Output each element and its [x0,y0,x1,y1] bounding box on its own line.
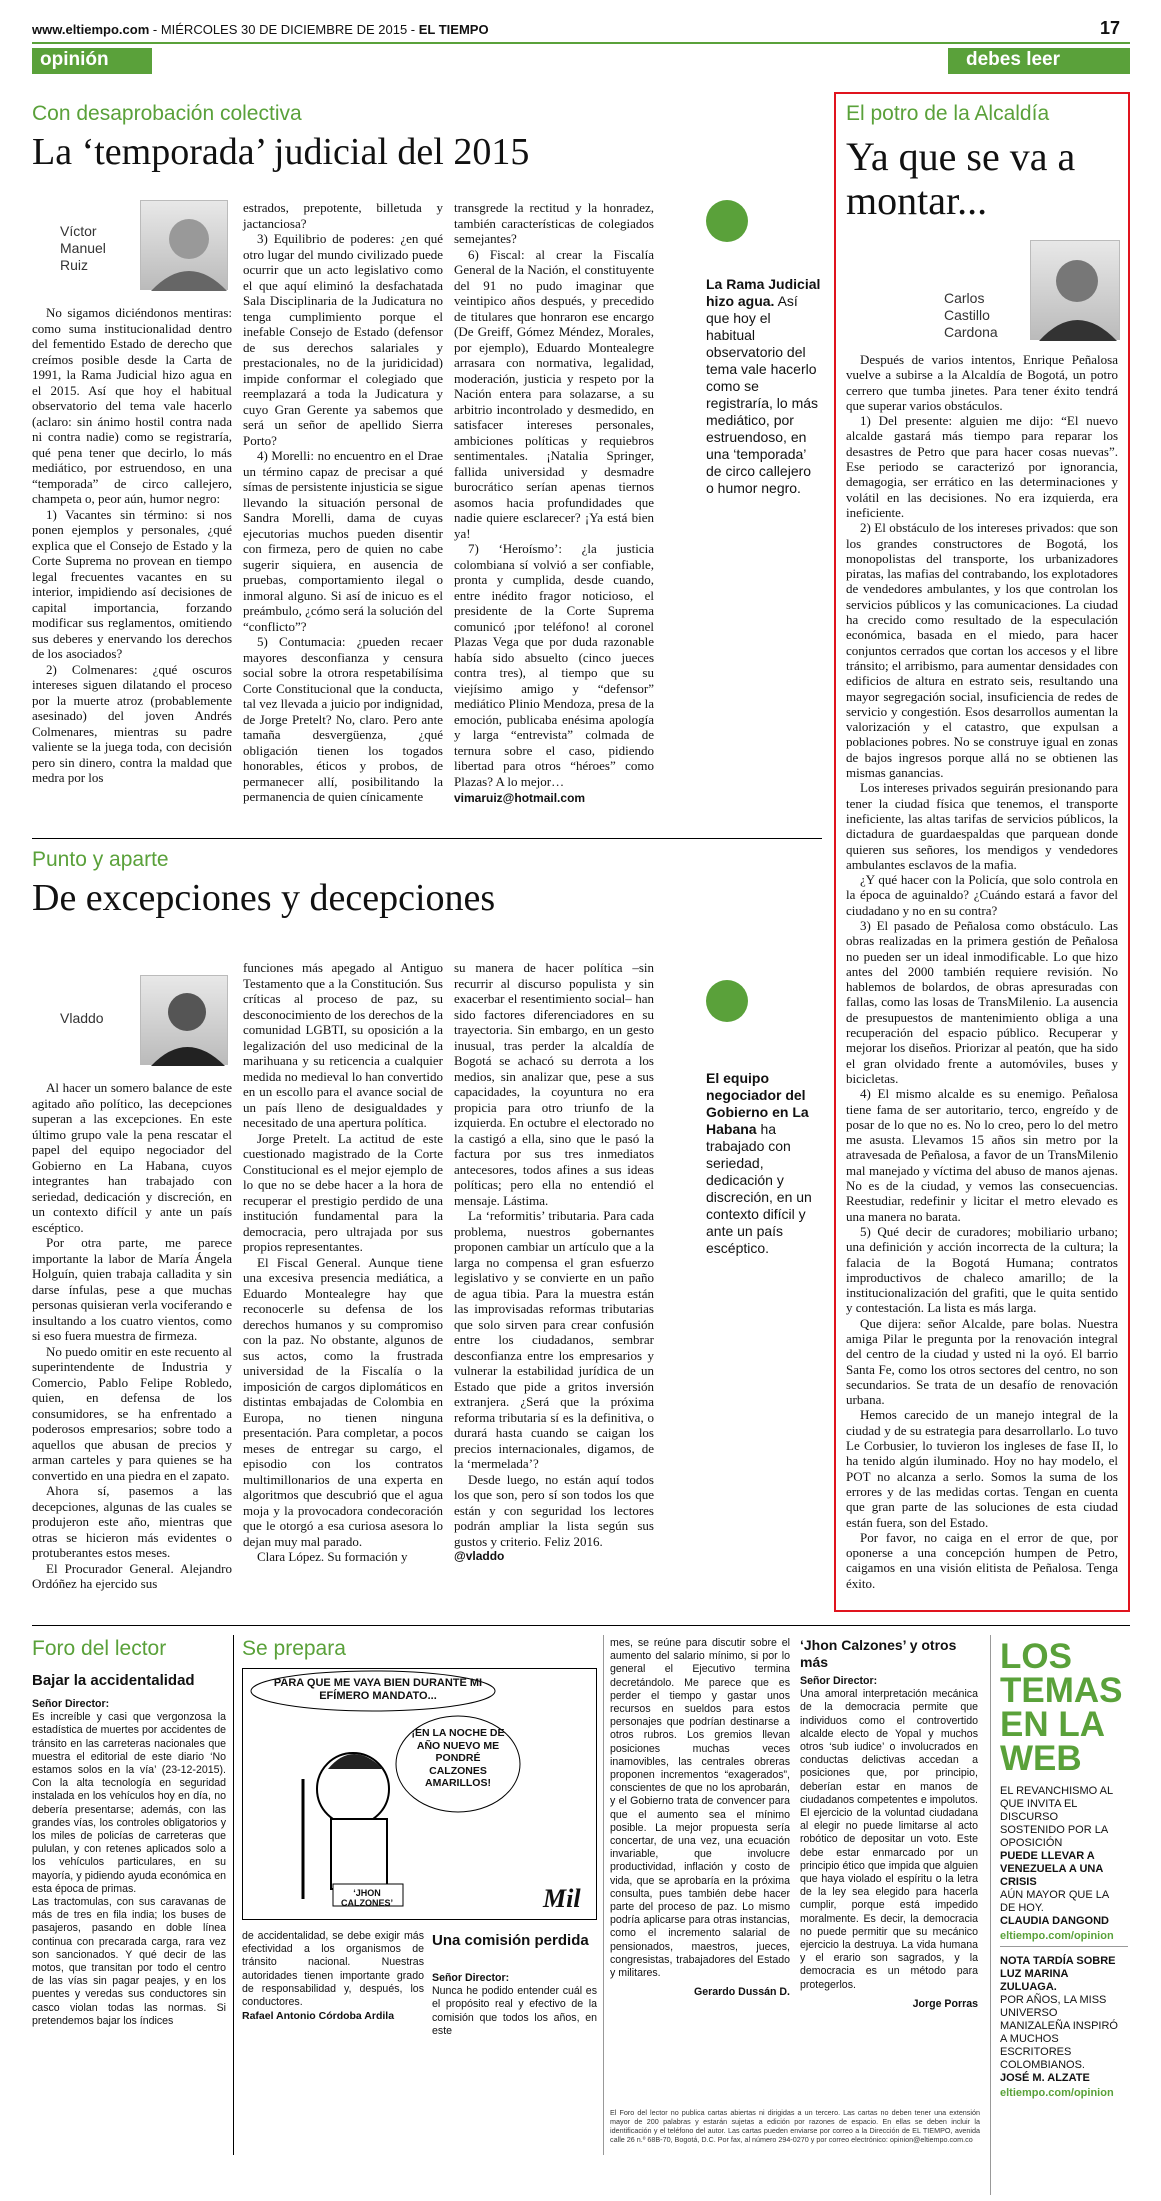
foro-t3: de accidentalidad, se debe exigir más efectividad a los organismos de tránsito nacional. Nuestras autoridades tienen importante grado de responsabilidad y, después, los conductores. [242,1930,424,2009]
author-portrait-icon [141,976,229,1066]
a1-col1-p2: 1) Vacantes sin término: si nos ponen ejemplos y personales, ¿qué explica que el Consejo de Estado y la Corte Suprema no provean en tiempo legal frecuentes vacantes en su interior, impidiendo así decisiones de capital importancia, forzando modificar sus reglamentos, omitiendo sus deberes y enervando los derechos de los asociados? [32,506,232,661]
divider [233,1635,234,2155]
foro-h2: Una comisión perdida [432,1932,589,1949]
a2-col3-p3: Desde luego, no están aquí todos los que son, pero sí son todos los que están y con seguridad los lectores podrán ampliar la lista según sus gustos y criterio. Feliz 2016. [454,1471,654,1549]
cartoon-bubble1: PARA QUE ME VAYA BIEN DURANTE MI EFÍMERO MANDATO... [273,1677,483,1702]
a2-col1-p5: El Procurador General. Alejandro Ordóñez ha ejercido sus [32,1560,232,1591]
foro-sig2: Gerardo Dussán D. [694,1986,790,1999]
a2-col2-p3: El Fiscal General. Aunque tiene una excesiva presencia mediática, a Eduardo Montealegre hay que reconocerle su defensa de los derechos humanos y su compromiso con la paz. No obstante, algunos de sus actos, como la frustrada universidad de la Fiscalía o la imposición de cargos diplomáticos en distintas embajadas de Colombia en Europa, no tienen ninguna presentación. Para completar, a pocos meses de entregar su cargo, el episodio con los contratos multimillonarios de una experta en algoritmos que descubrió que el agua moja y la provocadora condecoración que le otorgó a esa curiosa asesora lo dejan muy mal parado. [243,1254,443,1549]
foro-t2: Las tractomulas, con sus caravanas de más de tres en fila india; los buses de pasajeros, pasando en doble línea continua con precarada carga, rara vez son sancionados. Y qué decir de las motos, que transitan por todo el centro de las vías sin pagar peajes, y en los puentes y veredas sus conductores sin casco violan todas las normas. Si pretendemos bajar los índices [32,1896,226,2027]
a1-col2-p1: estrados, prepotente, billetuda y jactanciosa? [243,200,443,231]
sidebar-link1[interactable]: eltiempo.com/opinion [1000,1930,1114,1942]
a1-email: vimaruiz@hotmail.com [454,791,586,805]
a1-author-photo [140,200,228,290]
a2-kicker: Punto y aparte [32,848,169,871]
a3-p2: 1) Del presente: alguien me dijo: “El nuevo alcalde gastará más tiempo para reparar los desastres de Petro que para hacer cosas nuevas”. Ese periodo se caracterizó por ignorancia, demagogia, ser errático en las determinaciones y volátil en las decisiones. No era izquierda, era ineficiente. [846,413,1118,520]
sidebar-title-1: LOS [1000,1637,1072,1676]
a3-p4: Los intereses privados seguirán presionando para tener la ciudad física que tenemos, el transporte ineficiente, las altas tarifas de servicios públicos, la dictadura de guardaespaldas que parquean donde quieren sus señores, los mendigos y vendedores ambulantes esclavos de la mafia. [846,780,1118,872]
author-portrait-icon [141,201,229,291]
cartoon-panel [242,1668,597,1920]
a3-p5: ¿Y qué hacer con la Policía, que solo controla en la época de aguinaldo? ¿Cuándo estará a favor del ciudadano y no en su contra? [846,872,1118,918]
foro-letter3 [800,1675,978,2011]
sidebar-title-2: TEMAS [1000,1671,1123,1710]
a1-col1 [32,305,232,786]
a1-col1-p3: 2) Colmenares: ¿qué oscuros intereses siguen dilatando el proceso por la muerte atroz (probablemente asesinado) del joven Andrés Colmenares, mientras su padre valiente se la juega toda, con decisión pero sin dinero, contra la maldad que medra por los [32,661,232,785]
a1-col3 [454,200,654,807]
a3-p9: Que dijera: señor Alcalde, pare bolas. Nuestra amiga Pilar le pregunta por la renovación integral del centro de la ciudad y usted ni la oyó. El barrio Santa Fe, como los otros sectores del centro, no son secundarios. Se trata de un desafío de renovación urbana. [846,1315,1118,1408]
header-date: - MIÉRCOLES 30 DE DICIEMBRE DE 2015 - [149,22,419,37]
foro-letter2 [432,1972,597,2038]
a2-author-photo [140,975,228,1065]
a2-col3 [454,960,654,1565]
divider [603,1635,604,2155]
divider [1000,1946,1128,1947]
section-tab-right: debes leer [948,48,1130,74]
sidebar-title-4: WEB [1000,1739,1082,1778]
a2-author: Vladdo [60,1010,104,1026]
a3-author: Carlos Castillo Cardona [944,290,998,340]
sidebar-title-3: EN LA [1000,1705,1105,1744]
a1-title: La ‘temporada’ judicial del 2015 [32,131,530,173]
foro-letter1 [32,1698,226,2028]
foro-letter2-cont [610,1637,790,1999]
a1-col2-p2: 3) Equilibrio de poderes: ¿en qué otro lugar del mundo civilizado puede ocurrir que un acto legislativo como el que aquí eliminó la desfachatada Sala Disciplinaria de la Judicatura no tenga cumplimiento porque el inefable Consejo de Estado (defensor de sus derechos salariales y prestacionales, no de la juridicidad) impide conformar el colegiado que reemplazará a toda la Judicatura y cuyo Gran Gerente ya sabemos que será un señor de apellido Sierra Porto? [243,231,443,448]
section-tab: opinión [32,48,152,74]
divider [990,1635,991,2195]
cartoon-drawing-icon [243,1669,597,1920]
page-number: 17 [1100,18,1121,38]
cartoon-sign: ‘JHON CALZONES’ [340,1888,393,1908]
a1-col1-p1: No sigamos diciéndonos mentiras: como suma institucionalidad dentro del fementido Estado de derecho que creímos posible desde la Carta de 1991, la Rama Judicial hizo agua en el 2015. Así que hoy el habitual observatorio del tema vale hacerlo (aclaro: sin ánimo hostil contra nada ni contra nadie) como se registraría, qué pena tener que decirlo, lo más mediático, por estruendoso, en una “temporada” de circo callejero, champeta o, peor aún, humor negro: [32,305,232,506]
a1-col2-p3: 4) Morelli: no encuentro en el Drae un término capaz de precisar a qué símas de persistente injusticia se sigue llevando la situación personal de Sandra Morelli, dama de cuyas ejecutorias muchos pueden disentir con firmeza, pero de quien no cabe sugerir siquiera, en ausencia de pruebas, comportamiento ilegal o inmoral alguno. Si así de inicuo es el preámbulo, ¿cómo será la solución del “conflicto”? [243,448,443,634]
site-url: www.eltiempo.com [32,22,150,37]
a2-col2-p1: funciones más apegado al Antiguo Testamento que a la Constitución. Sus críticas al proceso de paz, su desconocimiento de los derechos de la comunidad LGBTI, su oposición a la legalización del uso medicinal de la marihuana y su reticencia a cualquier medida no medieval lo han convertido en un escollo para el avance social de un país lleno de desigualdades y necesitado de una apertura política. [243,960,443,1130]
foro-t4: Nunca he podido entender cuál es el propósito real y efectivo de la comisión que todos los años, en este [432,1985,597,2037]
a2-pull-text: ha trabajado con seriedad, dedicación y discreción, en un contexto difícil y ante un país escéptico. [706,1121,812,1256]
a2-col2 [243,960,443,1565]
paper-name: EL TIEMPO [418,22,489,37]
sidebar-s1b: PUEDE LLEVAR A VENEZUELA A UNA CRISIS [1000,1850,1103,1888]
a2-col1-p1: Al hacer un somero balance de este agitado año político, las decepciones superan a las excepciones. En este último grupo vale la pena rescatar el papel del equipo negociador del Gobierno en La Habana, cuyos integrantes han trabajado con seriedad, dedicación y discreción, en un contexto difícil y ante un país escéptico. [32,1080,232,1235]
header-rule [32,42,1130,44]
a2-col3-p2: La ‘reformitis’ tributaria. Para cada problema, nuestros gobernantes proponen cambiar un artículo que a la larga no compensa el gran esfuerzo legislativo y se convierte en un paño de agua tibia. Para la muestra están las improvisadas reformas tributarias que solo sirven para crear confusión entre los ciudadanos, sembrar desconfianza entre los empresarios y vulnerar la estabilidad jurídica de un Estado que pide a gritos inversión extranjera. ¿Será que la próxima reforma tributaria sí es la definitiva, o durará hasta cuando se caigan los precios internacionales, digamos, de la ‘mermelada’? [454,1208,654,1471]
foro-salute2: Señor Director: [432,1972,510,1984]
foro-t1: Es increíble y casi que vergonzosa la estadística de muertes por accidentes de tránsito en las carreteras nacionales que muestra el editorial de este diario ‘No estamos solos en la vía’ (23-12-2015). Con la alta tecnología en seguridad instalada en los vehículos hoy en día, no debería presentarse; además, con las grandes vías, los controles obligatorios y los miles de policías de carreteras que pululan, y con retenes aplicados solo a los vehículos particulares, en su mayoría, y pidiendo ayuda económica en esta época de primas. [32,1711,226,1895]
a2-col2-p4: Clara López. Su formación y [257,1549,408,1564]
a1-kicker: Con desaprobación colectiva [32,102,302,125]
a1-col3-p1: transgrede la rectitud y la honradez, también características de colegiados semejantes? [454,200,654,246]
a1-pull-text: Así que hoy el habitual observatorio del tema vale hacerlo como se registraría, lo más mediático, por estruendoso, en una ‘temporada’ de circo callejero o humor negro. [706,293,819,496]
foro-h3: ‘Jhon Calzones’ y otros más [800,1637,957,1670]
a3-p7: 4) El mismo alcalde es su enemigo. Peñalosa tiene fama de ser autoritario, terco, engreído y de posar de lo que no es. No lo creo, pero lo del metro me asusta. Llevamos 15 años sin metro por la atravesada de Peñalosa, a favor de un TransMilenio mal manejado y víctima del abuso de manos ajenas. No es de la ciudad, y vemos las consecuencias. Reestudiar, redefinir y licitar el metro elevado es una manera no barata. [846,1086,1118,1224]
sidebar-s2c: JOSÉ M. ALZATE [1000,2072,1090,2084]
sidebar-s1: EL REVANCHISMO AL QUE INVITA EL DISCURSO SOSTENIDO POR LA OPOSICIÓN [1000,1785,1113,1849]
author-portrait-icon [1031,241,1121,341]
a1-pullquote [706,276,822,497]
a2-col2-p2: Jorge Pretelt. La actitud de este cuestionado magistrado de la Corte Constitucional es el mejor ejemplo de lo que no se debe hacer a la hora de recuperar el prestigio perdido de una institución fundamental para la democracia, pero ultrajada por sus propios representantes. [243,1130,443,1254]
a2-col1-p2: Por otra parte, me parece importante la labor de María Ángela Holguín, quien trabaja calladita y sin darse ínfulas, pese a que muchas personas quisieran verla vociferando e insultando a los cuatro vientos, como si eso fuera muestra de firmeza. [32,1235,232,1343]
cartoon-signature: Mil [543,1884,581,1913]
a3-p10: Hemos carecido de un manejo integral de la ciudad y de su estrategia para desarrollarlo. Lo tuvo Le Corbusier, lo tuvieron los ingleses de fase II, lo ha tenido algún iluminado. Hoy no hay modelo, el POT no alcanza a serlo. Somos la suma de los errores y de las medidas cortas. Tengan en cuenta que gran parte de las soluciones de esta ciudad están fuera, son del Estado. [846,1407,1118,1530]
foro-h1: Bajar la accidentalidad [32,1672,195,1689]
sidebar-s2: NOTA TARDÍA SOBRE LUZ MARINA ZULUAGA. [1000,1955,1116,1993]
a3-p3: 2) El obstáculo de los intereses privados: que son los grandes constructores de Bogotá, los monopolistas del transporte, los urbanizadores piratas, las mafias del contrabando, los explotadores de vendedores ambulantes, y los que controlan los servicios públicos y las comunicaciones. La ciudad ha crecido como resultado de la especulación económica, basada en el miedo, para hacer conjuntos cerrados que cortan los accesos y el libre tránsito; el arribismo, para aumentar densidades con edificios de altura en estrato seis, resultando una mayor segregación social, insuficiencia de redes de servicio y congestión. Esos desarrollos aumentan la valorización y el catastro, que expulsan a poblaciones pobres. No se construye igual en zonas de bajos ingresos porque allá no se obtienen las mismas ganancias. [846,520,1118,781]
foro-salute3: Señor Director: [800,1675,878,1687]
a3-p1: Después de varios intentos, Enrique Peñalosa vuelve a subirse a la Alcaldía de Bogotá, un potro cerrero que tumba jinetes. Para tener éxito tendrá que superar varios obstáculos. [846,352,1118,413]
divider [32,838,822,839]
foro-letter1-cont [242,1930,424,2009]
a1-col2 [243,200,443,805]
a1-author: Víctor Manuel Ruiz [60,223,106,273]
a2-pullquote [706,1070,822,1257]
a3-p11: Por favor, no caiga en el error de que, por oponerse a una concepción humpen de Petro, caigamos en una visión elitista de Peñalosa. Tenga éxito. [846,1529,1118,1591]
quote-mark-icon [706,980,748,1022]
sidebar-s1d: CLAUDIA DANGOND [1000,1915,1109,1927]
a3-kicker: El potro de la Alcaldía [846,102,1050,125]
a2-email: @vladdo [454,1549,505,1563]
foro-sig1: Rafael Antonio Córdoba Ardila [242,2010,395,2022]
a2-col1-p3: No puedo omitir en este recuento al superintendente de Industria y Comercio, Pablo Felipe Robledo, quien, en defensa de los consumidores, se ha enfrentado a poderosos empresarios; sobre todo a aquellos que abusan de precios y arman carteles y para quienes se ha convertido en una piedra en el zapato. [32,1343,232,1483]
a3-p8: 5) Qué decir de curadores; mobiliario urbano; una definición y acción incorrecta de la cultura; la falacia de la Bogotá Humana; contratos improductivos de chaleco amarillo; de la institucionalización del grafiti, que le quita sentido y contestación. La lista es más larga. [846,1223,1118,1316]
divider [32,1625,1130,1626]
a2-title: De excepciones y decepciones [32,877,496,919]
foro-t5: mes, se reúne para discutir sobre el aumento del salario mínimo, si por lo general el Ejecutivo termina decretándolo. Me parece que es perder el tiempo y gastar unos recursos en sueldos para estos personajes que podrían destinarse a otros rubros. Los gremios llevan posiciones muchas veces inamovibles, las centrales obreras proponen incrementos “exagerados”, conscientes de que no los aprobarán, y el Gobierno trata de convencer para que el aumento sea el mínimo posible. La mejor propuesta sería concertar, de una vez, una ecuación invariable, que involucre productividad, inflación y costo de vida, que se aprobaría en la próxima consulta, pues también debe hacer parte del proceso de paz. Lo mismo podría aplicarse para otras instancias, como el incremento salarial de pensionados, maestros, jueces, congresistas, trabajadores del Estado y militares. [610,1637,790,1980]
a2-col1 [32,1080,232,1592]
a1-col3-p2: 6) Fiscal: al crear la Fiscalía General de la Nación, el constituyente del 91 no pudo imaginar que veintipico años después, y precedido de titulares que honraron ese encargo (De Greiff, Gómez Méndez, Morales, por ejemplo), Eduardo Montealegre arrasara con normativa, legalidad, moderación, justicia y respeto por la Nación entera para solazarse, a su arbitrio incontrolado y desmedido, en satisfacer intereses personales, ambiciones políticas y requiebros sentimentales. ¡Natalia Springer, fallida universidad y desmadre burocrático serían apenas tiernos asomos hacia profundidades que nadie quiere esclarecer? ¡Ya está bien ya! [454,246,654,541]
sidebar-title [1000,1637,1123,1778]
a2-col1-p4: Ahora sí, pasemos a las decepciones, algunas de las cuales se produjeron este año, mientras que otras se hicieron más evidentes o protuberantes estos meses. [32,1483,232,1560]
sidebar-s2b: POR AÑOS, LA MISS UNIVERSO MANIZALEÑA INSPIRÓ A MUCHOS ESCRITORES COLOMBIANOS. [1000,1994,1118,2071]
sidebar-s1c: AÚN MAYOR QUE LA DE HOY. [1000,1889,1109,1914]
a3-title: Ya que se va a montar... [846,134,1076,223]
foro-sig3: Jorge Porras [912,1997,978,2010]
foro-salute: Señor Director: [32,1698,110,1710]
a3-author-photo [1030,240,1120,340]
a1-pull-bold: La Rama Judicial hizo agua. [706,276,821,309]
a2-pull-bold: El equipo negociador del Gobierno en La Habana [706,1070,809,1137]
a1-col3-p3: 7) ‘Heroísmo’: ¿la justicia colombiana sí volvió a ser confiable, pronta y cumplida, desde cuando, entre inédito fragor noticioso, el presidente de la Corte Suprema comunicó ¡por teléfono! al coronel Plazas Vega que por duda razonable había sido absuelto (cinco jueces contra tres), al tiempo que su viejísimo amigo y “defensor” mediático Plinio Mendoza, presa de la emoción, publicaba enésima apología y larga “entrevista” colmada de ternura sobre el caso, pidiendo libertad para otros “héroes” como Plazas? A lo mejor… [454,541,654,789]
cartoon-kicker: Se prepara [242,1637,346,1660]
foro-footnote: El Foro del lector no publica cartas abiertas ni dirigidas a un tercero. Las cartas no deben tener una extensión mayor de 200 palabras y estarán sujetas a edición por razones de espacio. En ellas se deben incluir la identificación y el teléfono del autor. Las cartas pueden enviarse por correo a la Dirección de EL TIEMPO, avenida calle 26 n.º 68B-70, Bogotá, D.C. Por fax, al número 294-0270 y por correo electrónico: opinion@eltiempo.com.co [610,2108,980,2144]
quote-mark-icon [706,200,748,242]
a2-col3-p1: su manera de hacer política –sin recurrir al discurso populista y sin exacerbar el resentimiento social– han sido factores diferenciadores en su trayectoria. Sin embargo, en un gesto inusual, tras perder la alcaldía de Bogotá se achacó su derrota a los medios, sin analizar que, pese a sus capacidades, la coyuntura no era propicia para otro triunfo de la izquierda. En octubre el electorado no la castigó a ella, sino que le pasó la factura por sus tres inmediatos antecesores, todos afines a sus ideas políticas; pero ella no entendió el mensaje. Lástima. [454,960,654,1208]
foro-t6: Una amoral interpretación mecánica de la democracia permite que individuos como el controvertido alcalde electo de Yopal y muchos otros ‘sub iudice’ o involucrados en conductas delictivas accedan a posiciones que, por principio, deberían estar en manos de ciudadanos competentes e impolutos. El ejercicio de la voluntad ciudadana al elegir no puede limitarse al acto robótico de depositar un voto. Este debe estar enmarcado por un principio ético que impida que alguien que haya violado el espíritu o la letra de la ley sea elegido para hacerla cumplir, porque está impedido moralmente. Es decir, la democracia no puede permitir que su mecánico ejercicio la destruya. La vida humana y el erario son sagrados, y la democracia es un método para protegerlos. [800,1688,978,1991]
foro-kicker: Foro del lector [32,1637,167,1660]
a3-p6: 3) El pasado de Peñalosa como obstáculo. Las obras realizadas en la primera gestión de Peñalosa no pueden ser un ideal inmodificable. Lo que hizo antes del 2000 también requiere revisión. No hablemos de bolardos, de obras apresuradas con fallas, como las losas de TransMilenio. La ausencia de presupuestos de mantenimiento obliga a una recuperación del espacio público. Recuperar y mejorar los diseños. Priorizar al peatón, que ha sido el gran olvidado frente a automóviles, buses y bicicletas. [846,917,1118,1086]
a1-col2-p4: 5) Contumacia: ¿pueden recaer mayores desconfianza y censura social sobre la otrora respetabilísima Corte Constitucional que la conducta, tal vez llevada a juicio por indignidad, de Jorge Pretelt? No, claro. Pero ante tamaña desvergüenza, ¿qué obligación tienen los togados honorables, éticos y probos, de permanecer allí, posibilitando la permanencia de quien cínicamente [243,634,443,804]
header-line [32,22,489,37]
sidebar-item-1[interactable] [1000,1785,1125,1943]
sidebar-link2[interactable]: eltiempo.com/opinion [1000,2087,1114,2099]
cartoon-bubble2: ¡EN LA NOCHE DE AÑO NUEVO ME PONDRÉ CALZONES AMARILLOS! [411,1727,505,1789]
a3-body [846,352,1118,1591]
sidebar-item-2[interactable] [1000,1955,1125,2100]
